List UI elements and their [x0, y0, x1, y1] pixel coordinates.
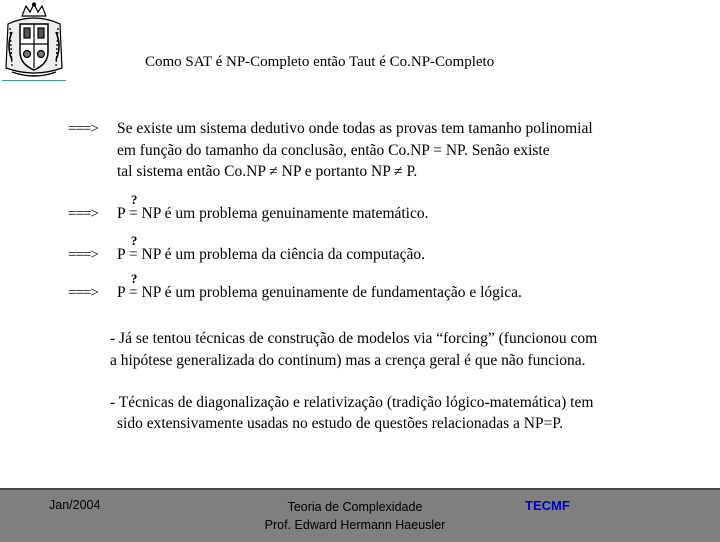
point3-text: NP é um problema da ciência da computação.: [141, 246, 426, 263]
footer-professor: Prof. Edward Hermann Haeusler: [264, 518, 446, 532]
note2-line2: sido extensivamente usadas no estudo de questões relacionadas a NP=P.: [117, 415, 564, 432]
footer-course: Teoria de Complexidade: [287, 500, 423, 514]
p-symbol: P: [117, 246, 126, 263]
page-title: Como SAT é NP-Completo então Taut é Co.NP-Completo: [145, 54, 495, 70]
point2-statement: [117, 192, 429, 223]
question-mark: ?: [130, 192, 138, 207]
point4-text: NP é um problema genuinamente de fundamentação e lógica.: [141, 284, 522, 301]
logo-underline: [2, 80, 66, 81]
note2-line1: - Técnicas de diagonalização e relativização (tradição lógico-matemática) tem: [110, 394, 594, 411]
equals-sign: =: [128, 246, 138, 263]
footer-brand: TECMF: [525, 498, 570, 513]
question-mark: ?: [130, 271, 138, 286]
point4-statement: [117, 271, 522, 302]
footer-date: Jan/2004: [49, 498, 101, 512]
p-symbol: P: [117, 284, 126, 301]
note1-line2: a hipótese generalizada do continum) mas a crença geral é que não funciona.: [110, 352, 586, 369]
question-equals: [128, 271, 138, 302]
question-equals: [128, 233, 138, 264]
question-equals: [128, 192, 138, 223]
point1-line2: em função do tamanho da conclusão, então Co.NP = NP. Senão existe: [117, 142, 550, 159]
point3-statement: [117, 233, 426, 264]
implication-arrow: ===>: [68, 247, 98, 263]
implication-arrow: ===>: [68, 285, 98, 301]
p-symbol: P: [117, 205, 126, 222]
implication-arrow: ===>: [68, 121, 98, 137]
footer-bar: [0, 488, 720, 542]
coat-of-arms-icon: [2, 2, 66, 82]
note1-line1: - Já se tentou técnicas de construção de modelos via “forcing” (funcionou com: [110, 330, 598, 347]
point2-text: NP é um problema genuinamente matemático.: [141, 205, 429, 222]
equals-sign: =: [128, 284, 138, 301]
equals-sign: =: [128, 205, 138, 222]
question-mark: ?: [130, 233, 138, 248]
point1-line1: Se existe um sistema dedutivo onde todas as provas tem tamanho polinomial: [117, 120, 593, 137]
footer-center: [200, 498, 510, 534]
implication-arrow: ===>: [68, 206, 98, 222]
point1-line3: tal sistema então Co.NP ≠ NP e portanto NP ≠ P.: [117, 163, 418, 180]
